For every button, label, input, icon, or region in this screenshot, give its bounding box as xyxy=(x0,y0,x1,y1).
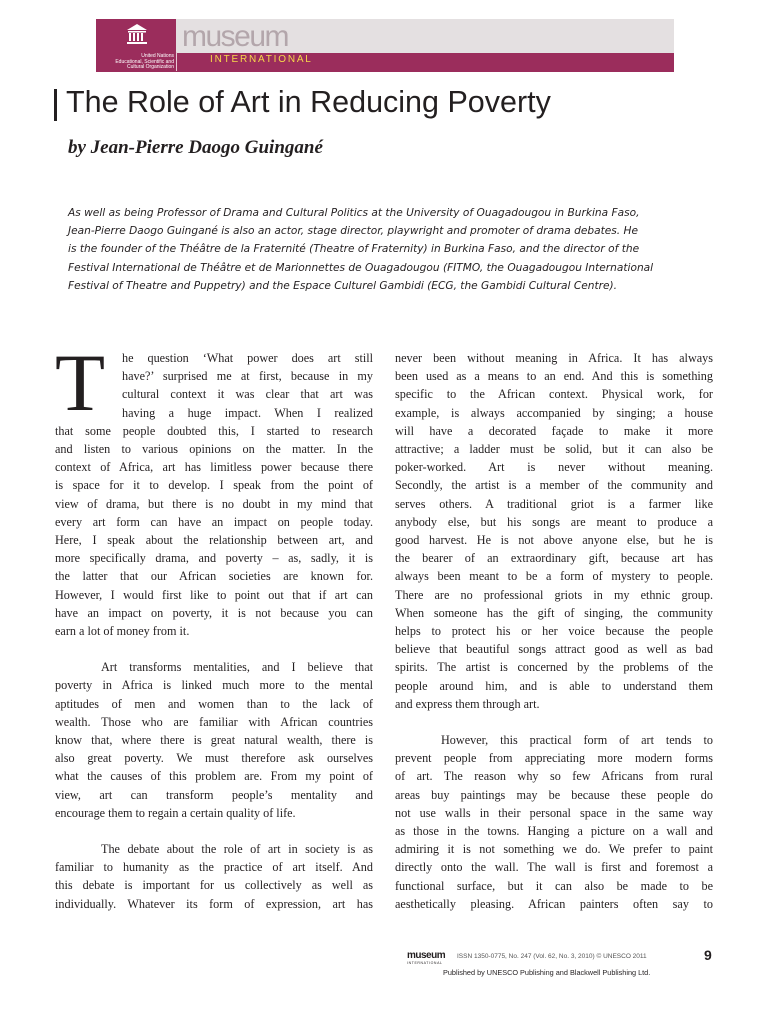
right-column xyxy=(395,349,713,913)
body-line: attractive; a ladder must be solid, but it can also be xyxy=(395,442,713,457)
body-line: is space for it to develop. I speak from the point of xyxy=(55,478,373,493)
body-line: encourage them to regain a certain quality of life. xyxy=(55,805,296,820)
banner-divider xyxy=(176,52,177,71)
body-line: When someone has the gift of singing, the community xyxy=(395,605,713,620)
body-line: The debate about the role of art in society is as xyxy=(101,842,373,857)
footer-issn: ISSN 1350-0775, No. 247 (Vol. 62, No. 3, 2010) © UNESCO 2011 xyxy=(457,953,647,960)
body-line: and express them through art. xyxy=(395,696,540,711)
body-line: view, art can transform people’s mentality and xyxy=(55,787,373,802)
drop-cap: T xyxy=(55,337,106,428)
left-column xyxy=(55,349,373,913)
intro-line: is the founder of the Théâtre de la Fraternité (Theatre of Fraternity) in Burkina Faso, and the director of the xyxy=(68,243,640,256)
body-line: Secondly, the artist is a member of the community and xyxy=(395,478,713,493)
unesco-line: Cultural Organization xyxy=(127,64,174,70)
body-line: have?’ surprised me at first, because in my xyxy=(122,369,373,384)
body-line: prevent people from appreciating more modern forms xyxy=(395,751,713,766)
body-line: Here, I speak about the relationship between art, and xyxy=(55,533,373,548)
body-line: areas buy paintings may be because these people do xyxy=(395,787,713,802)
body-line: have an impact on poverty, it is not because you can xyxy=(55,605,373,620)
body-line: this debate is important for us collectively as well as xyxy=(55,878,373,893)
body-line: people around him, and is able to understand them xyxy=(395,678,713,693)
body-line: earn a lot of money from it. xyxy=(55,624,190,639)
body-line: know that, where there is great natural wealth, there is xyxy=(55,733,373,748)
body-line: cultural context it was clear that art was xyxy=(122,387,373,402)
body-line: poker-worked. Art is never without meaning. xyxy=(395,460,713,475)
body-line: also great poverty. We must therefore ask ourselves xyxy=(55,751,373,766)
unesco-line: Educational, Scientific and xyxy=(115,58,174,65)
body-line: There are no professional griots in my ethnic group. xyxy=(395,587,713,602)
footer-logo-word: museum xyxy=(407,950,446,961)
body-line: of art. The reason why so few Africans from rural xyxy=(395,769,713,784)
unesco-logo xyxy=(96,19,176,72)
body-line: never been without meaning in Africa. It has always xyxy=(395,351,713,365)
body-line: However, this practical form of art tends to xyxy=(441,733,713,748)
paragraph-gap xyxy=(55,640,373,658)
byline: by Jean-Pierre Daogo Guingané xyxy=(68,137,323,158)
body-line: specific to the African context. Physical work, for xyxy=(395,387,713,402)
author-intro xyxy=(68,204,718,295)
body-line: more specifically drama, and poverty – as, sadly, it is xyxy=(55,551,373,566)
body-line: poverty in Africa is linked much more to the mental xyxy=(55,678,373,693)
body-line: directly onto the wall. The wall is first and foremost a xyxy=(395,860,713,875)
title-rule xyxy=(54,89,57,121)
body-line: the latter that our African societies are known for. xyxy=(55,569,373,584)
body-line: individually. Whatever its form of expression, art has xyxy=(55,896,373,911)
body-line: view of drama, but there is no doubt in my mind that xyxy=(55,496,373,511)
body-line: familiar to humanity as the practice of art itself. And xyxy=(55,860,373,875)
body-line: believe that beautiful songs attract good as well as bad xyxy=(395,642,713,657)
body-line: as those in the towns. Hanging a picture on a wall and xyxy=(395,824,713,839)
intro-line: Jean-Pierre Daogo Guingané is also an actor, stage director, playwright and promoter of drama debates. He xyxy=(68,225,638,238)
footer-publisher: Published by UNESCO Publishing and Blackwell Publishing Ltd. xyxy=(443,968,651,977)
intro-line: Festival of Theatre and Puppetry) and the Espace Culturel Gambidi (ECG, the Gambidi Cultural Centre). xyxy=(68,279,618,292)
page-number: 9 xyxy=(704,947,712,963)
body-line: anybody else, but his songs are meant to produce a xyxy=(395,514,713,529)
intro-line: As well as being Professor of Drama and Cultural Politics at the University of Ouagadougou in Burkina Faso, xyxy=(68,207,640,219)
body-line: that some people doubted this, I started to research xyxy=(55,423,373,438)
body-line: every art form can have an impact on people today. xyxy=(55,514,373,529)
journal-banner xyxy=(96,19,674,72)
body-line: the bearer of an extraordinary gift, because art has xyxy=(395,551,713,566)
body-line: aesthetically pleasing. African painters often say to xyxy=(395,896,713,911)
international-wordmark: INTERNATIONAL xyxy=(210,54,313,65)
footer-logo-sub: INTERNATIONAL xyxy=(407,961,443,965)
body-line: good harvest. He is not above anyone else, but he is xyxy=(395,533,713,548)
body-line: example, is always accompanied by singing; a house xyxy=(395,405,713,420)
body-line: Art transforms mentalities, and I believe that xyxy=(101,660,373,675)
museum-wordmark: museum xyxy=(182,20,289,53)
body-line: admiring it is not something we do. We prefer to paint xyxy=(395,842,713,857)
body-line: aptitudes of men and women than to the lack of xyxy=(55,696,373,711)
unesco-temple-icon xyxy=(126,23,148,45)
body-line: he question ‘What power does art still xyxy=(122,351,373,365)
body-line: functional surface, but it can also be made to be xyxy=(395,878,713,893)
unesco-line: United Nations xyxy=(141,53,174,59)
body-line: and listen to various opinions on the matter. In the xyxy=(55,442,373,457)
paragraph-gap xyxy=(55,822,373,840)
body-line: what the causes of this problem are. From my point of xyxy=(55,769,373,784)
page-title: The Role of Art in Reducing Poverty xyxy=(66,85,551,119)
footer-museum-logo xyxy=(407,951,445,965)
body-line: not use walls in their personal space in the same way xyxy=(395,805,713,820)
intro-line: Festival International de Théâtre et de Marionnettes de Ouagadougou (FITMO, the Ouagadougou International xyxy=(68,261,654,274)
paragraph-gap xyxy=(395,713,713,731)
body-line: helps to protect his or her voice because the people xyxy=(395,624,713,639)
body-line: having a huge impact. When I realized xyxy=(122,405,373,420)
body-line: wealth. Those who are familiar with African countries xyxy=(55,714,373,729)
body-line: always been meant to be a form of mystery to people. xyxy=(395,569,713,584)
body-line: been used as a means to an end. And this is something xyxy=(395,369,713,384)
body-line: will have a decorated façade to make it more xyxy=(395,423,713,438)
body-line: context of Africa, art has limitless power because there xyxy=(55,460,373,475)
body-line: serves others. A traditional griot is a farmer like xyxy=(395,496,713,511)
body-line: spirits. The artist is concerned by the problems of the xyxy=(395,660,713,675)
unesco-name xyxy=(100,54,174,71)
body-line: However, I would first like to point out that if art can xyxy=(55,587,373,602)
